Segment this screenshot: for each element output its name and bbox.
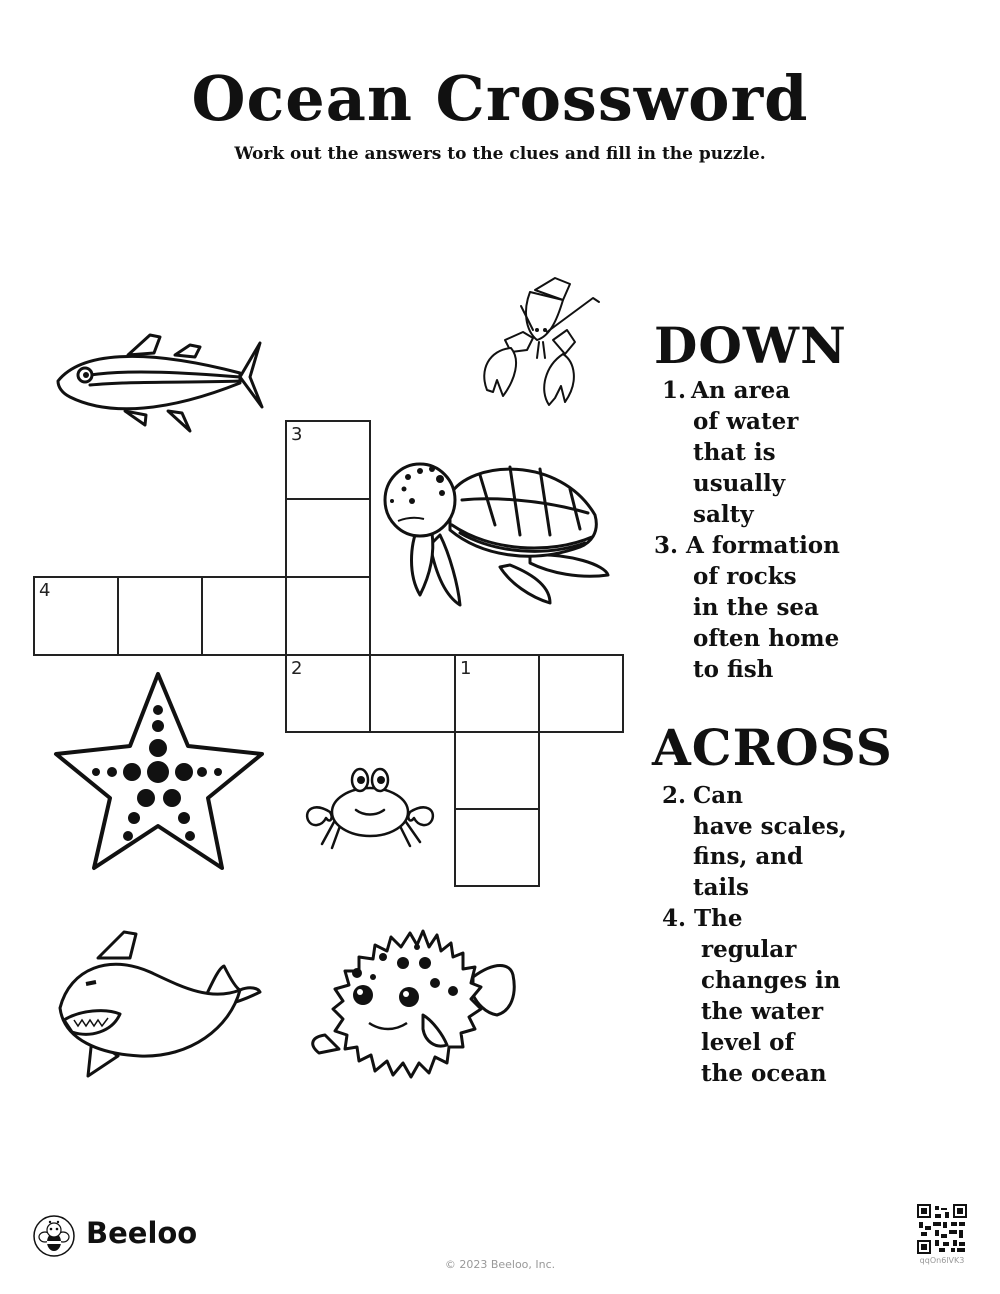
grid-cell-2-across-2[interactable] [369, 654, 456, 733]
tuna-fish-illustration [50, 325, 270, 440]
clue-number: 1. [662, 377, 687, 404]
grid-cell-2-across-1[interactable] [285, 654, 371, 733]
pufferfish-illustration [305, 925, 520, 1085]
grid-cell-4-across-1[interactable] [33, 576, 119, 656]
down-heading: DOWN [654, 316, 847, 375]
clue-text: the ocean [701, 1060, 827, 1087]
clue-number: 3. [654, 532, 679, 559]
grid-cell-1-down-3[interactable] [454, 808, 540, 887]
lobster-illustration [475, 270, 605, 410]
shark-illustration [50, 928, 265, 1078]
clue-text: the water [701, 998, 824, 1025]
clue-text: often home [693, 625, 840, 652]
clue-number: 4. [662, 905, 687, 932]
sea-turtle-illustration [380, 455, 615, 610]
clue-text: to fish [693, 656, 774, 683]
page-subtitle: Work out the answers to the clues and fill in the puzzle. [234, 144, 766, 164]
grid-cell-4-across-2[interactable] [117, 576, 203, 656]
clue-text: fins, and [693, 843, 804, 870]
clue-text: tails [693, 874, 749, 901]
clue-number: 3 [291, 424, 303, 445]
page-title: Ocean Crossword [191, 62, 809, 135]
clue-text: level of [701, 1029, 795, 1056]
clue-number: 2 [291, 658, 303, 679]
starfish-illustration [50, 668, 270, 873]
clue-number: 1 [460, 658, 472, 679]
clue-text: of rocks [693, 563, 797, 590]
copyright-text: © 2023 Beeloo, Inc. [444, 1258, 556, 1271]
clue-text: usually [693, 470, 786, 497]
grid-cell-1-down-1[interactable] [454, 654, 540, 733]
grid-cell-1-down-2[interactable] [454, 731, 540, 810]
clue-text: A formation [686, 532, 840, 559]
grid-cell-3-down-2[interactable] [285, 498, 371, 578]
beeloo-logo-icon [32, 1214, 76, 1258]
grid-cell-2-across-4[interactable] [538, 654, 624, 733]
clue-text: of water [693, 408, 799, 435]
grid-cell-4-across-3[interactable] [201, 576, 287, 656]
qr-code-label: qqOn6lVK3 [919, 1256, 965, 1265]
clue-text: changes in [701, 967, 841, 994]
grid-cell-3-down-1[interactable] [285, 420, 371, 500]
brand-name: Beeloo [86, 1216, 198, 1250]
qr-code-icon [917, 1204, 967, 1254]
crab-illustration [300, 762, 440, 852]
clue-text: Can [693, 782, 743, 809]
clue-text: regular [701, 936, 797, 963]
clue-text: The [694, 905, 743, 932]
clue-text: in the sea [693, 594, 819, 621]
across-heading: ACROSS [652, 718, 893, 777]
clue-text: An area [691, 377, 791, 404]
clue-number: 4 [39, 580, 51, 601]
clue-text: that is [693, 439, 776, 466]
grid-cell-4-across-4[interactable] [285, 576, 371, 656]
clue-text: salty [693, 501, 754, 528]
clue-text: have scales, [693, 813, 847, 840]
clue-number: 2. [662, 782, 687, 809]
